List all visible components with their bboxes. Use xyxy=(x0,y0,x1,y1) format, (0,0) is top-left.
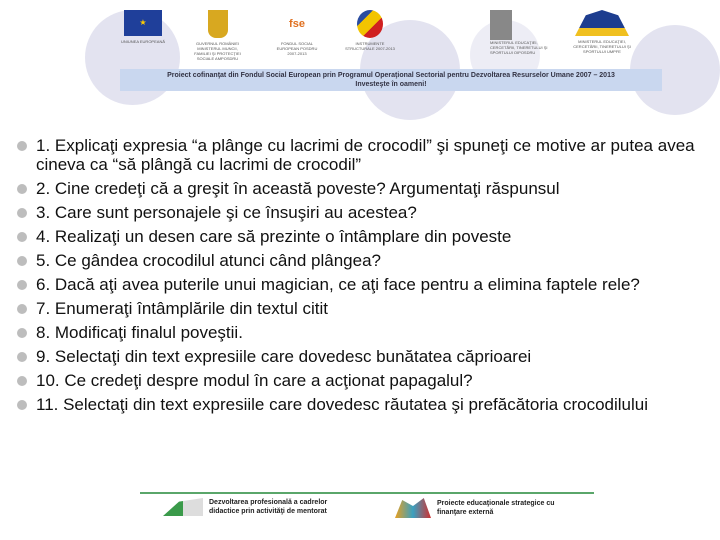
footer-logo-left: Dezvoltarea profesională a cadrelor didactice prin activităţi de mentorat xyxy=(163,498,343,516)
bullet-icon xyxy=(17,400,27,410)
list-item: 4. Realizaţi un desen care să prezinte o întâmplare din poveste xyxy=(14,228,704,247)
question-list xyxy=(14,137,704,420)
list-item: 8. Modificaţi finalul poveştii. xyxy=(14,324,704,343)
list-item: 9. Selectaţi din text expresiile care dovedesc bunătatea căprioarei xyxy=(14,348,704,367)
bullet-icon xyxy=(17,352,27,362)
bullet-icon xyxy=(17,328,27,338)
fse-logo: fse FONDUL SOCIAL EUROPEAN POSDRU 2007-2013 xyxy=(272,10,322,56)
list-item: 11. Selectaţi din text expresiile care dovedesc răutatea şi prefăcătoria crocodilului xyxy=(14,396,704,415)
ministry-crest-icon xyxy=(490,10,512,40)
footer-divider xyxy=(140,492,594,494)
bullet-icon xyxy=(17,208,27,218)
eu-flag-logo: ★ UNIUNEA EUROPEANĂ xyxy=(118,10,168,44)
list-item: 10. Ce credeţi despre modul în care a acţionat papagalul? xyxy=(14,372,704,391)
coat-of-arms-icon xyxy=(208,10,228,38)
list-item: 3. Care sunt personajele şi ce însuşiri au acestea? xyxy=(14,204,704,223)
structural-instruments-logo: INSTRUMENTE STRUCTURALE 2007-2013 xyxy=(345,10,395,51)
list-item: 1. Explicaţi expresia “a plânge cu lacrimi de crocodil” şi spuneţi ce motive ar putea avea cineva ca “să plângă cu lacrimi de crocodil” xyxy=(14,137,704,174)
bullet-icon xyxy=(17,232,27,242)
list-item: 7. Enumeraţi întâmplările din textul citit xyxy=(14,300,704,319)
bullet-icon xyxy=(17,141,27,151)
open-book-icon xyxy=(395,498,431,518)
book-icon xyxy=(163,498,203,516)
ministry-logo: MINISTERUL EDUCAŢIEI, CERCETĂRII, TINERETULUI ŞI SPORTULUI OIPOSDRU xyxy=(490,10,550,55)
bullet-icon xyxy=(17,256,27,266)
flag-swoosh-icon xyxy=(357,10,383,38)
list-item: 2. Cine credeţi că a greşit în această poveste? Argumentaţi răspunsul xyxy=(14,180,704,199)
cofinancing-banner: Proiect cofinanţat din Fondul Social European prin Programul Operaţional Sectorial pentru Dezvoltarea Resurselor Umane 2007 – 2013 Investeşte în oameni! xyxy=(120,69,662,91)
bullet-icon xyxy=(17,376,27,386)
family-house-logo: MINISTERUL EDUCAŢIEI, CERCETĂRII, TINERETULUI ŞI SPORTULUI UMPFE xyxy=(572,10,632,54)
list-item: 5. Ce gândea crocodilul atunci când plângea? xyxy=(14,252,704,271)
family-house-icon xyxy=(575,10,629,36)
romania-logo: GUVERNUL ROMÂNIEI MINISTERUL MUNCII, FAMILIEI ŞI PROTECŢIEI SOCIALE AMPOSDRU xyxy=(190,10,245,61)
eu-flag-icon: ★ xyxy=(124,10,162,36)
star-icon: fse xyxy=(289,18,305,30)
bullet-icon xyxy=(17,280,27,290)
list-item: 6. Dacă aţi avea puterile unui magician, ce aţi face pentru a elimina faptele rele? xyxy=(14,276,704,295)
footer-logo-right: Proiecte educaţionale strategice cu finanţare externă xyxy=(395,498,555,518)
bullet-icon xyxy=(17,184,27,194)
bullet-icon xyxy=(17,304,27,314)
